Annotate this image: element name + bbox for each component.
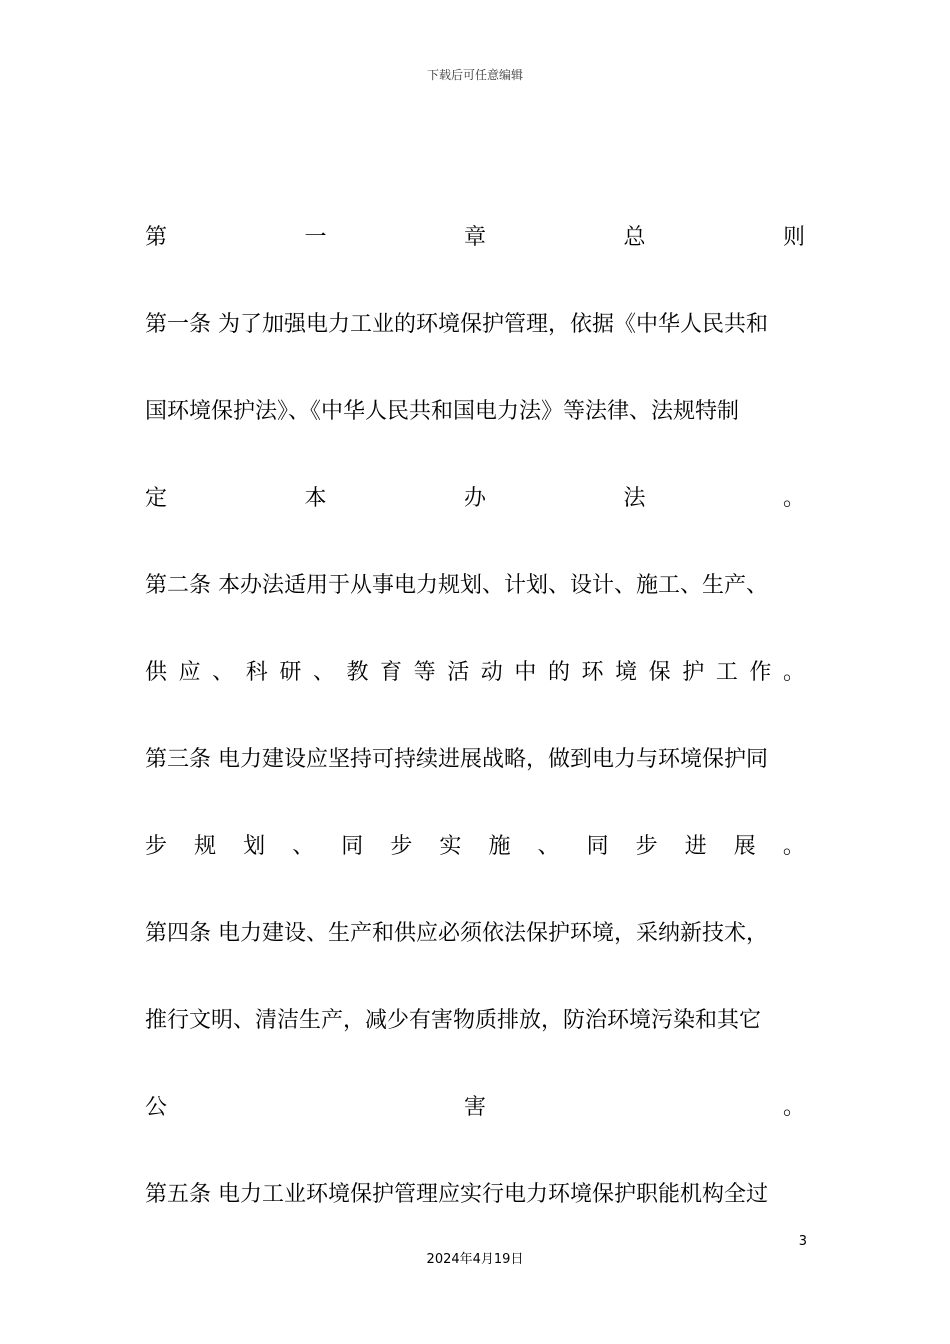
text-line: 第一条 为了加强电力工业的环境保护管理，依据《中华人民共和	[145, 312, 768, 337]
text-line: 第 一 章 总 则	[145, 225, 805, 250]
page-number: 3	[798, 1234, 807, 1249]
text-line: 步 规 划 、 同 步 实 施 、 同 步 进 展 。	[145, 834, 805, 859]
page-header: 下载后可任意编辑	[426, 68, 523, 82]
text-line: 国环境保护法》、《中华人民共和国电力法》等法律、法规特制	[145, 399, 740, 424]
text-line: 供 应 、 科 研 、 教 育 等 活 动 中 的 环 境 保 护 工 作 。	[145, 660, 805, 685]
text-line: 定 本 办 法 。	[145, 486, 805, 511]
footer-date: 2024年4月19日	[426, 1252, 524, 1267]
text-line: 公 害 。	[145, 1095, 805, 1120]
text-line: 第四条 电力建设、生产和供应必须依法保护环境，采纳新技术，	[145, 921, 768, 946]
text-line: 推行文明、清洁生产，减少有害物质排放，防治环境污染和其它	[145, 1008, 762, 1033]
document-body	[145, 216, 805, 1260]
text-line: 第三条 电力建设应坚持可持续进展战略，做到电力与环境保护同	[145, 747, 768, 772]
text-line: 第五条 电力工业环境保护管理应实行电力环境保护职能机构全过	[145, 1182, 768, 1207]
text-line: 第二条 本办法适用于从事电力规划、计划、设计、施工、生产、	[145, 573, 768, 598]
